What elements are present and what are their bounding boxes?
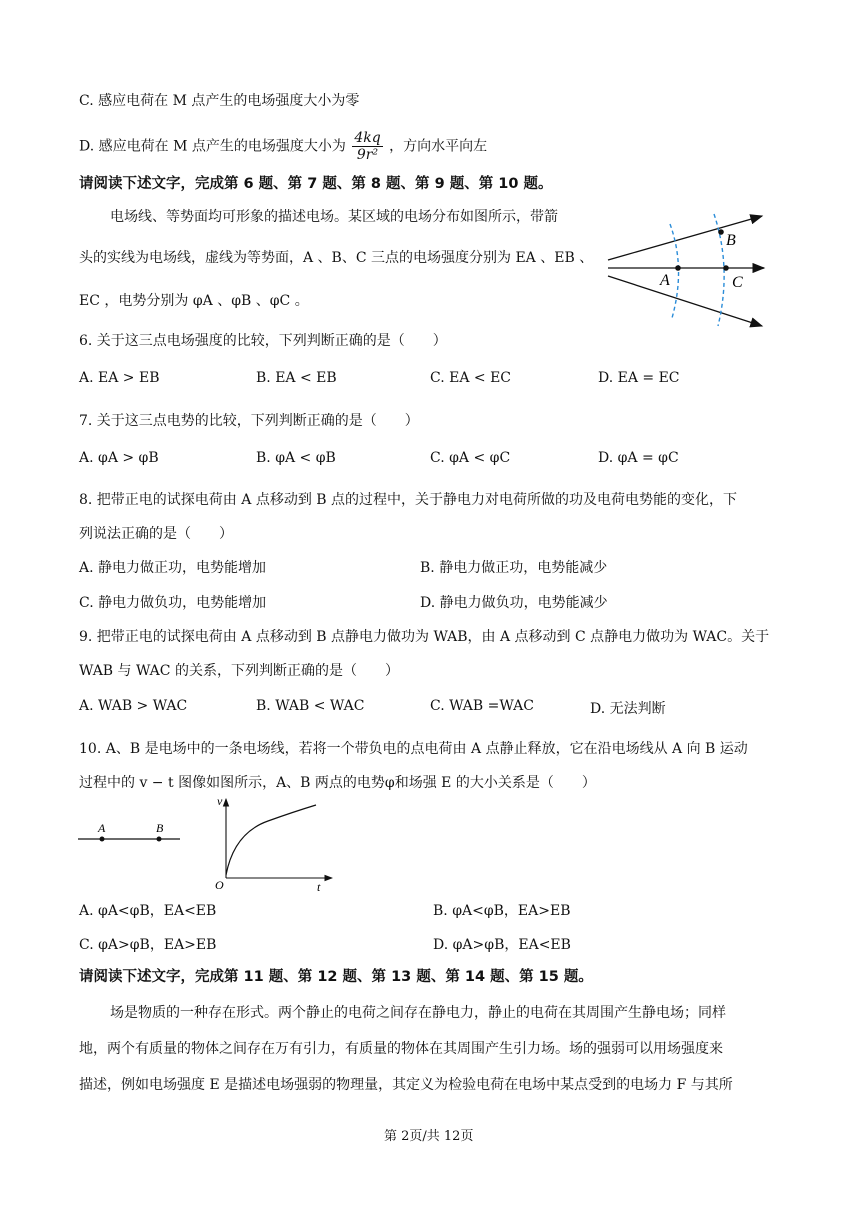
origin-label: O <box>215 878 224 892</box>
q5-option-c: C. 感应电荷在 M 点产生的电场强度大小为零 <box>79 93 360 109</box>
intro2-line3: 描述，例如电场强度 E 是描述电场强弱的物理量，其定义为检验电荷在电场中某点受到的电场力 F 与其所 <box>79 1077 733 1093</box>
q6-option-b: B. EA < EB <box>256 370 337 386</box>
point-a <box>100 837 105 842</box>
q6-option-c: C. EA < EC <box>430 370 512 386</box>
q5-option-d-direction: ，方向水平向左 <box>389 138 488 155</box>
point-b <box>157 837 162 842</box>
q8-stem-line1: 8. 把带正电的试探电荷由 A 点移动到 B 点的过程中，关于静电力对电荷所做的功及电荷电势能的变化，下 <box>79 492 738 508</box>
intro1-line2: 头的实线为电场线，虚线为等势面，A 、B、C 三点的电场强度分别为 EA 、EB 、 <box>79 250 594 266</box>
q9-option-a: A. WAB > WAC <box>79 698 188 714</box>
intro1-line3: EC ，电势分别为 φA 、φB 、φC 。 <box>79 293 309 309</box>
equipotential-surface-1 <box>670 224 679 318</box>
q10-option-b: B. φA<φB，EA>EB <box>433 903 571 919</box>
q10-option-c: C. φA>φB，EA>EB <box>79 937 217 953</box>
section-heading-2: 请阅读下述文字，完成第 11 题、第 12 题、第 13 题、第 14 题、第 15 题。 <box>79 969 593 985</box>
page-footer: 第 2页/共 12页 <box>384 1129 474 1144</box>
v-axis-label: v <box>217 794 223 808</box>
q6-option-a: A. EA > EB <box>79 370 160 386</box>
field-line-upper <box>608 216 762 260</box>
q8-option-c: C. 静电力做负功，电势能增加 <box>79 595 267 611</box>
q7-option-b: B. φA < φB <box>256 450 336 466</box>
q6-option-d: D. EA = EC <box>598 370 680 386</box>
q8-option-b: B. 静电力做正功，电势能减少 <box>420 560 608 576</box>
point-a <box>675 265 681 271</box>
q9-stem-line1: 9. 把带正电的试探电荷由 A 点移动到 B 点静电力做功为 WAB，由 A 点移动到 C 点静电力做功为 WAC。关于 <box>79 629 770 645</box>
label-b: B <box>156 821 164 835</box>
q6-stem: 6. 关于这三点电场强度的比较，下列判断正确的是（ ） <box>79 333 447 349</box>
v-t-graph <box>208 793 338 893</box>
q7-option-c: C. φA < φC <box>430 450 511 466</box>
q10-stem-line2: 过程中的 v − t 图像如图所示，A、B 两点的电势φ和场强 E 的大小关系是（ ） <box>79 775 596 791</box>
q5-option-d-text: D. 感应电荷在 M 点产生的电场强度大小为 <box>79 138 346 155</box>
point-c <box>723 265 729 271</box>
t-axis-label: t <box>317 880 321 893</box>
field-line-figure <box>600 210 770 335</box>
section-heading-1: 请阅读下述文字，完成第 6 题、第 7 题、第 8 题、第 9 题、第 10 题。 <box>79 176 553 192</box>
label-a: A <box>660 272 670 289</box>
q10-stem-line1: 10. A、B 是电场中的一条电场线，若将一个带负电的点电荷由 A 点静止释放，它在沿电场线从 A 向 B 运动 <box>79 741 748 757</box>
q5-fraction-numerator: 4kq <box>354 130 381 146</box>
q9-option-d: D. 无法判断 <box>590 701 666 717</box>
q7-stem: 7. 关于这三点电势的比较，下列判断正确的是（ ） <box>79 413 419 429</box>
intro2-line1: 场是物质的一种存在形式。两个静止的电荷之间存在静电力，静止的电荷在其周围产生静电场；同样 <box>110 1005 726 1021</box>
label-c: C <box>732 274 743 291</box>
point-b <box>718 229 724 235</box>
q9-stem-line2: WAB 与 WAC 的关系，下列判断正确的是（ ） <box>79 663 399 679</box>
q5-fraction-denominator: 9r² <box>356 147 379 163</box>
q9-option-c: C. WAB =WAC <box>430 698 534 714</box>
q10-option-d: D. φA>φB，EA<EB <box>433 937 571 953</box>
q9-option-b: B. WAB < WAC <box>256 698 365 714</box>
intro2-line2: 地，两个有质量的物体之间存在万有引力，有质量的物体在其周围产生引力场。场的强弱可以用场强度来 <box>79 1041 723 1057</box>
q7-option-a: A. φA > φB <box>79 450 159 466</box>
label-a: A <box>98 821 106 835</box>
q7-option-d: D. φA = φC <box>598 450 679 466</box>
field-line-ab-figure <box>76 818 186 848</box>
q5-option-d <box>79 130 487 163</box>
intro1-line1: 电场线、等势面均可形象的描述电场。某区域的电场分布如图所示，带箭 <box>110 209 558 225</box>
q10-option-a: A. φA<φB，EA<EB <box>79 903 217 919</box>
q8-option-a: A. 静电力做正功，电势能增加 <box>79 560 267 576</box>
q5-fraction <box>352 130 382 163</box>
v-t-curve <box>226 805 316 875</box>
label-b: B <box>726 232 736 249</box>
q8-stem-line2: 列说法正确的是（ ） <box>79 526 233 542</box>
q8-option-d: D. 静电力做负功，电势能减少 <box>420 595 608 611</box>
